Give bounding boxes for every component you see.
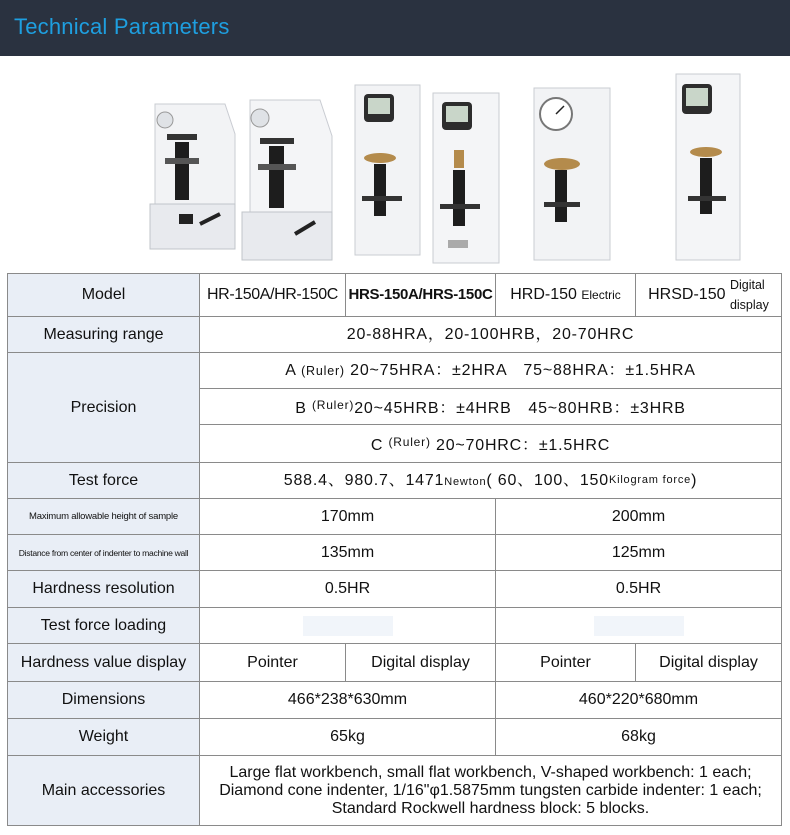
row-label-model: Model [8,274,200,317]
range-value: 20-88HRA，20-100HRB，20-70HRC [200,317,782,353]
dimensions-left: 466*238*630mm [200,682,496,719]
display-digital: Digital display [346,644,496,682]
table-row [8,499,782,535]
row-label-precision: Precision [8,353,200,463]
precision-c: C $^{(Ruler)}$ 20~70HRC：±1.5HRC [200,425,782,463]
table-row [8,274,782,317]
parameters-table [7,273,782,826]
distance-left: 135mm [200,535,496,571]
max-height-right: 200mm [496,499,782,535]
digital-rockwell-tester-photo [350,80,510,270]
model-hrsd150 [636,274,782,317]
table-row [8,682,782,719]
row-label-display: Hardness value display [8,644,200,682]
row-label-resolution: Hardness resolution [8,571,200,608]
model-hrs150: HRS-150A/HRS-150C [346,274,496,317]
resolution-left: 0.5HR [200,571,496,608]
digital-rockwell-tester-photo [672,70,752,270]
blank-field [594,616,684,636]
row-label-dimensions: Dimensions [8,682,200,719]
loading-left [200,608,496,644]
accessories-value: Large flat workbench, small flat workbench, V-shaped workbench: 1 each; Diamond cone indenter, 1/16"φ1.5875mm tungsten carbide indenter: 1 each; Standard Rockwell hardness block: 5 blocks. [200,756,782,826]
weight-left: 65kg [200,719,496,756]
manual-rockwell-tester-photo [145,94,345,274]
display-digital: Digital display [636,644,782,682]
table-row [8,719,782,756]
table-row [8,463,782,499]
table-row [8,317,782,353]
weight-right: 68kg [496,719,782,756]
model-type: Electric [581,288,621,302]
max-height-left: 170mm [200,499,496,535]
page-title: Technical Parameters [14,14,230,39]
dial-rockwell-tester-photo [528,84,618,269]
precision-a: A (Ruler) 20~75HRA：±2HRA 75~88HRA：±1.5HRA [200,353,782,389]
dimensions-right: 460*220*680mm [496,682,782,719]
table-row [8,535,782,571]
table-row [8,571,782,608]
row-label-max-height: Maximum allowable height of sample [8,499,200,535]
model-code: HRSD-150 [648,286,726,304]
model-hr150: HR-150A/HR-150C [200,274,346,317]
force-value: 588.4、980.7、1471Newton( 60、100、150Kilogram force) [200,463,782,499]
model-code: HRD-150 [510,286,577,303]
product-photos [0,70,790,270]
loading-right [496,608,782,644]
blank-field [303,616,393,636]
resolution-right: 0.5HR [496,571,782,608]
model-type: Digital display [729,278,769,312]
table-row [8,644,782,682]
precision-b: B $^{(Ruler)}$20~45HRB：±4HRB 45~80HRB：±3HRB [200,389,782,425]
row-label-loading: Test force loading [8,608,200,644]
model-hrd150 [496,274,636,317]
row-label-accessories: Main accessories [8,756,200,826]
display-pointer: Pointer [200,644,346,682]
header-banner [0,0,790,56]
row-label-distance: Distance from center of indenter to machine wall [8,535,200,571]
table-row [8,608,782,644]
row-label-force: Test force [8,463,200,499]
table-row [8,353,782,389]
table-row [8,756,782,826]
row-label-range: Measuring range [8,317,200,353]
display-pointer: Pointer [496,644,636,682]
distance-right: 125mm [496,535,782,571]
row-label-weight: Weight [8,719,200,756]
